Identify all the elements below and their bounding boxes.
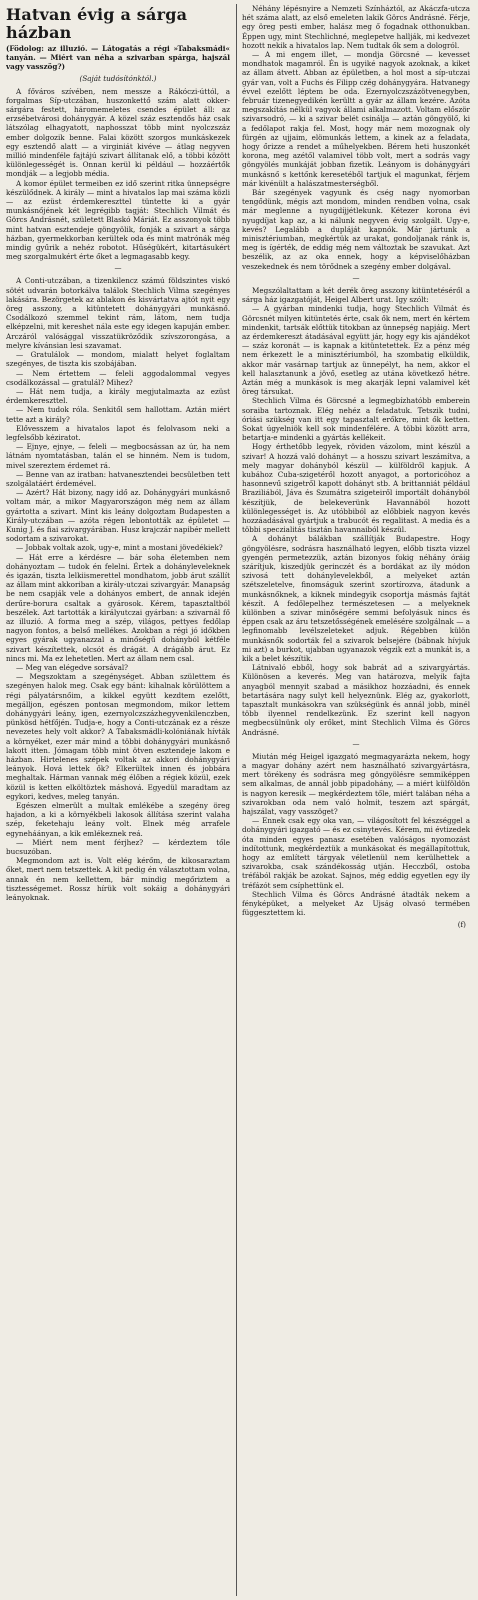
- article-paragraph: — Ennek csak egy oka van, — világosított fel készséggel a dohánygyári igazgató — és ez csinytevés. Kérem, mi évtizedek óta minden egyes panasz esetében valóságos nyomozást indítottunk, megkérdeztük a munkásokat és megállapítottuk, hogy az említett tárgyak véletlenül nem kerülhettek a szivarokba, csak szándékosság utján. Hecczből, ostoba tréfából rakják be azokat. Sajnos, még eddig egyetlen egy ily tréfázót sem csíphettünk el.: [242, 816, 470, 890]
- left-column: [6, 4, 230, 1596]
- article-paragraph: Miután még Heigel igazgató megmagyarázta nekem, hogy a magyar dohány azért nem használható szivargyártásra, mert törékeny és sodrásra meg göngyölésre semmiképpen sem alkalmas, de annál jobb pipadohány, — a miért külföldön is nagyon keresik — megkérdeztem tőle, miért talában néha a szivarokban oda nem való holmit, teszem azt spárgát, hajszálat, vagy vasszöget?: [242, 751, 470, 817]
- article-paragraph: — Meg van elégedve sorsával?: [16, 663, 129, 672]
- article-signature: (f): [457, 919, 466, 929]
- right-column-body: [242, 4, 470, 918]
- article-paragraph: — A mi engem illet, — mondja Görcsné — kevesset mondhatok magamról. Én is ugyiké nagyok azoknak, a kiket az állam átvett. Abban az épületben, a hol most a síp-utczai gyár van, volt a Fuchs és Filipp czég dohánygyára. Hatvanegy évvel ezelőtt léptem be oda. Ezernyolczszázötvenegyben, február tizenegyedikén kerültt a gyár az állam kezére. Azóta megszakítás nélkül vagyok állami alkalmazott. Voltam először szivarsodró, — ki a szivar belét csinálja — aztán göngyölő, ki a fedőlapot rakja fel. Most, hogy már nem mozognak oly fürgén az ujjaim, elömunkás lettem, a kinek az a feladata, hogy őrizze a rendet a műhelyekben. Bérem heti huszonkét korona, meg azétől valamivel több volt, mert a sodrás vagy göngyölés munkáját jobban fizetik. Leányom is dohánygyári munkásnő s kettőnk keresetéből tartjuk el magunkat, férjem már kivénült a halászatmesterségből.: [242, 50, 470, 188]
- article-paragraph: Bár szegények vagyunk és cség nagy nyomorban tengődünk, mégis azt mondom, minden rendben volna, csak már meglenne a nyugdíjjétlekunk. Kétezer korona évi nyugdíjat kap az, a ki nálunk negyven évig szolgált. Ugy-e, kevés? Legalább a dupláját kapnók. Már jártunk a minisztériumban, megkértük az urakat, gondoljanak ránk is, meg is ígérték, de eddig még nem változtak be szavukat. Azt beszélik, az az oka ennek, hogy a képviselőházban veszekednek és nem törődnek a szegény ember dolgával.: [242, 188, 470, 271]
- section-separator: —: [114, 264, 122, 273]
- article-paragraph: A főváros szívében, nem messze a Rákóczi-úttól, a forgalmas Síp-utczában, huszonkettő szám alatt okker-sárgára festett, háromemeletes csendes épület áll: az erzsébetvárosi dohánygyár. A közel száz esztendős ház csak látszólag elhagyatott, naphosszat több mint nyolczszáz ember dolgozik benne. Falai között szorgos munkáskezek egy esztendő alatt — a virginiát kivéve — átlag negyven millió mindenféle fajtájú szivart állítanak elő, a többi között különlegességét is. Onnan kerül ki például — hozzáértők mondják — a legjobb média.: [6, 86, 230, 179]
- article-paragraph: — Ejnye, ejnye, — feleli — megbocsássan az úr, ha nem látnám nyomtatásban, talán el se hinném. Nem is tudom, mivel szereztem érdemet rá.: [6, 442, 230, 470]
- column-divider: [236, 4, 237, 1596]
- right-column: [242, 4, 470, 1596]
- article-paragraph: Egészen elmerült a multak emlékébe a szegény öreg hajadon, a ki a környékbeli lakosok állítása szerint valaha szép, feketehaju leány volt. Elnek még arrafele egyneháányan, a kik emlékeznek reá.: [6, 801, 230, 838]
- article-paragraph: Megszólaltattam a két derék öreg asszony kitüntetéséről a sárga ház igazgatóját, Heigel Albert urat. Igy szólt:: [242, 285, 470, 305]
- article-paragraph: A dohányt bálákban szállítják Budapestre. Hogy göngyölésre, sodrásra használható legyen, előbb tiszta vizzel gyengén permetezzük, aztán bizonyos fokig néhány óráig szárítjuk, kiszedjük gerinczét és a bordákat az ily módon szivosá tett dohánylevelekből, a melyeket aztán szétszeletelve, finomságuk szerint szortírozva, átadunk a munkásnőknek, a kiknek mindegyik csoportja másmás fajtát készít. A fedőlepelhez természetesen — a melyeknek különben a szivar minőségére semmi befolyásuk nincs és éppen csak az áru tetszetősségének emelésére szolgálnak — a legfinomabb levélszeleteket adjuk. Régebben külön munkásnők sodorták fel a szivarok belsejére (bábnak hívjuk mi azt) a burkot, ujabban ugyanazok végzik ezt a munkát is, a kik a belet készítik.: [242, 534, 470, 664]
- article-paragraph: Megmondom azt is. Volt elég kérőm, de kikosaraztam őket, mert nem tetszettek. A kit pedig én választottam volna, annak én nem kellettem, bár mindig megőriztem a tisztességemet. Rossz hírük volt sokáig a dohánygyári leányoknak.: [6, 856, 230, 903]
- article-paragraph: — Benne van az iratban: hatvanesztendei becsületben tett szolgálatáért érdemével.: [6, 469, 230, 488]
- article-paragraph: — Megszoktam a szegénységet. Abban születtem és szegényen halok meg. Csak egy bánt: kihalnak körülöttem a régi pályatársnőim, a kikkel együtt kezdtem ezelőtt, megálljon, egészen pontosan megmondom, mikor lettem dohánygyári leány, igen, ezernyolczszázhegyvenkilenczben, pünkösd hétfőjén. Tudja-e, hogy a Conti-utczának ez a része nevezetes hely volt akkor? A Tabaksmádli-kolóniának hívták a környéket, ezer már mind a többi dohánygyári munkásnő lakott itten. Jómagam több mint ötven esztendeje lakom e házban. Hirtelenes szépek voltak az akkori dohánygyári leányok. Hová lettek ők? Elkerültek innen és jobbára meghaltak. Hárman vannak még élőben a régiek közül, ezek közül is ketten elköltöztek máshová. Egyedül maradtam az egykori, kedves, meleg tanyán.: [6, 672, 230, 801]
- section-separator: —: [352, 273, 360, 282]
- article-paragraph: A Conti-utczában, a tizenkilencz számú földszintes viskó sötét udvarán botorkálva találok Stechlich Vilma szegényes lakására. Bezörgetek az ablakon és kisvártatva ajtót nyit egy öreg asszony, a kitüntetett dohánygyári munkásnő. Csodálkozó szemmel tekint rám, látom, nem tudja elképzelni, mit kereshet nála este egy idegen kapuján ember. Arczáról valósággal visszatükröződik szívszorongása, a melyre kívánsian lesi szavamat.: [6, 276, 230, 350]
- article-paragraph: — Hát nem tudja, a király megjutalmazta az ezüst érdemkereszttel.: [6, 386, 230, 406]
- article-paragraph: — Nem tudok róla. Senkitől sem hallottam. Aztán miért tette azt a király?: [6, 405, 230, 424]
- article-paragraph: — Miért nem ment férjhez? — kérdeztem tőle bucsuzóban.: [6, 837, 230, 857]
- article-byline: (Saját tudósítónktól.): [79, 73, 157, 83]
- article-paragraph: — Hát erre a kérdésre — bár soha életemben nem dohányoztam — tudok én felelni. Értek a dohányleveleknek és igazán, tiszta lelkiismerettel mondhatom, jobb árut szállít az állam mint akkoriban a király-utczai szivargyár. Manapság be nem csapják vele a dohányos embert, de annak idején derűre-borura csaltak a gyárosok. Kérem, tapasztaltból beszélek. Azt tartották a királyutczai gyárban: a szivarnál fő az illuzió. A forma meg a szép, világos, pettyes fedőlap nagyon fontos, a belső mellékes. Azokban a régi jó időkben egyes gyárak ugyanazzal a minőségű dohányból kétféle szivart készítettek, olcsót és drágát. A drágább árut. Ez nincs mi. Ma ez lehetetlen. Mert az állam nem csal.: [6, 552, 230, 663]
- article-paragraph: Hogy érthetőbb legyek, röviden vázolom, mint készül a szivar! A hozzá való dohányt — a hosszu szivart leszámítva, a mely magyar dohányból készül — külföldről kapjuk. A kubához Cuba-szigetéről hozott anyagot, a portoricóhoz a hasonnevű szigetről kapott dohányt stb. A brittanniát például Braziliából, Jáva és Szumátra szigeteiről importált dohányból készítjük, de belekeverünk Havannából hozott különlegességet is. Az utóbbiból az előbbiek nagyon kevés hozzáadásával gyártjuk a trabucót és regalitast. A media és a többi speczialitás tisztán havannaiból készül.: [242, 442, 470, 535]
- article-paragraph: — Jobbak voltak azok, ugy-e, mint a mostani jövedékiek?: [16, 543, 223, 553]
- article-paragraph: — A gyárban mindenki tudja, hogy Stechlich Vilmát és Görcsnét milyen kitüntetés érte, csak ők nem, mert én kértem mindenkit, tartsák előttük titokban az ünnepség napjáig. Mert az érdemkereszt átadásával együtt jár, hogy egy kis ajándékot — száz koronát — is kapnak a kitüntetettek. Ez a pénz még nem érkezett le a minisztériumból, ha szombatig elküldik, akkor már vasárnap tartjuk az ünnepélyt, ha nem, akkor el kell halasztanunk a jövő, esetleg az utána következő hétre. Aztán még a munkások is meg akarják lepni valamivel két öreg társukat.: [242, 304, 470, 397]
- article-paragraph: Néhány lépésnyire a Nemzeti Színháztól, az Akáczfa-utcza hét száma alatt, az első emeleten lakik Görcs Andrásné. Férje, egy öreg pesti ember, halász meg ő fogadnak otthonukban. Éppen ugy, mint Stechlichné, meglepetve hallják, mi kedvezet hozott nekik a hivatalos lap. Nem tudtak ők sem a dologról.: [242, 4, 470, 50]
- article-paragraph: Elővesszem a hivatalos lapot és felolvasom neki a legfelsőbb kéziratot.: [6, 423, 230, 442]
- article-paragraph: — Gratulálok — mondom, mialatt helyet foglaltam szegényes, de tiszta kis szobájában.: [6, 350, 230, 369]
- article-paragraph: Stechlich Vilma és Görcsné a legmegbízhatóbb emberein soraiba tartoznak. Elég nehéz a feladatuk. Tetszik tudni, óriási szükség van itt egy tapasztalt erőkre, mint ők ketten. Sokat úgyelniök kell sok mindenfélére. A többi között arra, betartja-e mindenki a gyártás kellékeit.: [242, 396, 470, 443]
- article-paragraph: — Nem értettem — feleli aggodalommal vegyes csodálkozással — gratulál? Mihez?: [6, 368, 230, 387]
- article-paragraph: Stechlich Vilma és Görcs Andrásné átadták nekem a fényképüket, a melyeket Az Ujság olvasó termében függesztettem ki.: [242, 889, 470, 918]
- section-separator: —: [352, 739, 360, 748]
- article-headline: Hatvan évig a sárga házban: [6, 5, 188, 42]
- article-paragraph: — Azért? Hát bizony, nagy idő az. Dohánygyári munkásnő voltam már, a mikor Magyarországon még nem az állam gyártotta a szivart. Mint kis leány dolgoztam Budapesten a Király-utczában — azóta régen lebontották az épületet — Kunig J. és fiai szivargyárában. Husz krajczár napibér mellett sodortam a szivarokat.: [6, 488, 230, 544]
- article-paragraph: A komor épület termeiben ez idő szerint ritka ünnepségre készülődnek. A király — mint a hivatalos lap mai száma közli — az ezüst érdemkereszttel tüntette ki a gyár munkásnőjének két legrégibb tagját: Stechlich Vilmát és Görcs Andrásnét, született Blaskó Máriát. Ez asszonyok több mint hatvan esztendeje göngyölik, fonják a szivart a sárga házban, gyermekkorban kerültek oda és mint matrónák még mindig gyűrik a nehéz robotot. Hűségükért, kitartásukért meg szorgalmukért érte őket a legmagasabb kegy.: [6, 178, 230, 262]
- article-subtitle: (Födolog: az illuzió. — Látogatás a régi »Tabaksmádi« tanyán. — Miért van néha a szivarban spárga, hajszál vagy vasszög?): [6, 44, 230, 72]
- left-column-body: [6, 87, 230, 903]
- article-paragraph: Látnivaló ebből, hogy sok babrát ad a szivargyártás. Különösen a keverés. Meg van határozva, melyik fajta anyagból mennyit szabad a másikhoz hozzáadni, és ennek betartására nagy sulyt kell helyeznünk. Elég az, gyakorlott, tapasztalt munkásokra van szükségünk és annál jobb, minél több ilyennel rendelkezünk. Ez szerint kell nagyon megbecsülnünk oly erőket, mint Stechlich Vilma és Görcs Andrásné.: [242, 663, 470, 737]
